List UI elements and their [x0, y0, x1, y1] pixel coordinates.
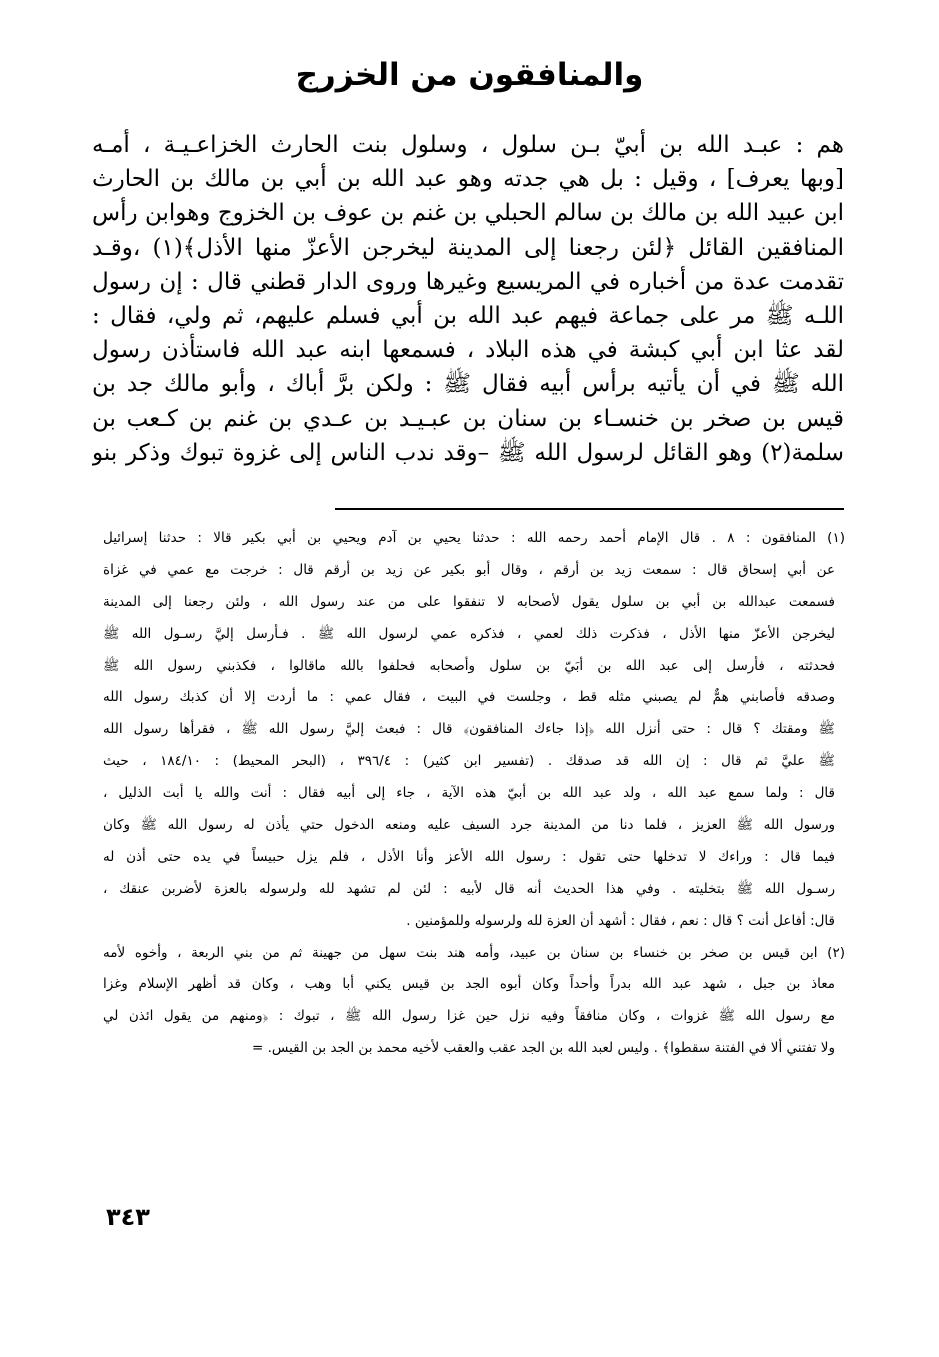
body-line: ابن عبيد الله بن مالك بن سالم الحبلي بن غنم بن عوف بن الخزوج وهوابن رأس [92, 200, 844, 227]
page-number: ٣٤٣ [106, 1203, 150, 1231]
body-line: المنافقين القائل ﴿لئن رجعنا إلى المدينة ليخرجن الأعزّ منها الأذل﴾(١) ،وقـد [92, 234, 844, 261]
footnote-line: فسمعت عبدالله بن أبي بن سلول يقول لأصحابه لا تنفقوا على من عند رسول الله ، ولئن رجعنا إلى المدينة [103, 593, 835, 610]
footnote-line: ﷺ عليَّ ثم قال : إن الله قد صدقك . (تفسير ابن كثير) : ٣٩٦/٤ ، (البحر المحيط) : ١٨٤/١٠ ، حيث [103, 753, 835, 770]
footnote-line: ليخرجن الأعزّ منها الأذل ، فذكرت ذلك لعمي ، فذكره عمي لرسول الله ﷺ . فـأرسل إليَّ رسـول الله ﷺ [103, 625, 835, 642]
footnote-line: قال: أفاعل أنت ؟ قال : نعم ، فقال : أشهد أن العزة لله ولرسوله وللمؤمنين . [406, 912, 835, 929]
footnote-line: ولا تفتني ألا في الفتنة سقطوا﴾ . وليس لعبد الله بن الجد عقب والعقب لأخيه محمد بن الجد بن القيس. = [251, 1040, 835, 1057]
footnote-line: قال : ولما سمع عبد الله ، ولد عبد الله بن أبيّ هذه الآية ، جاء إلى أبيه فقال : أنت والله يا أبت الذليل ، [103, 785, 835, 802]
body-line: لقد عثا ابن أبي كبشة في هذه البلاد ، فسمعها ابنه عبد الله فاستأذن رسول [92, 337, 844, 364]
footnote-line: معاذ بن جبل ، شهد عبد الله بدراً وأحداً وكان أبوه الجد بن قيس يكني أبا وهب ، وكان قد أظهر الإسلام وغزا [103, 976, 835, 993]
footnote-line: ورسول الله ﷺ العزيز ، فلما دنا من المدينة جرد السيف عليه ومنعه الدخول حتي يأذن له رسول الله ﷺ وكان [103, 817, 835, 834]
page-title: والمنافقون من الخزرج [295, 57, 644, 93]
body-line: هم : عبـد الله بن أبيّ بـن سلول ، وسلول بنت الحارث الخزاعـيـة ، أمـه [92, 132, 844, 158]
footnote-separator [335, 508, 844, 510]
footnote-line: رسـول الله ﷺ بتخليته . وفي هذا الحديث أنه قال لأبيه : لئن لم تشهد لله ولرسوله بالعزة لأضربن عنقك ، [103, 880, 835, 897]
body-line: [وبها يعرف] ، وقيل : بل هي جدته وهو عبد الله بن أبي بن مالك بن الحارث [92, 166, 844, 193]
footnote-line: فحدثته ، فأرسل إلى عبد الله بن أبَيّ بن سلول وأصحابه فحلفوا بالله ماقالوا ، فكذبني رسول الله ﷺ [103, 657, 835, 674]
footnote-line: عن أبي إسحاق قال : سمعت زيد بن أرقم ، وقال أبو بكير عن زيد بن أرقم قال : خرجت مع عمي في غزاة [103, 561, 835, 578]
footnote-line: مع رسول الله ﷺ غزوات ، وكان منافقاً وفيه نزل حين غزا رسول الله ﷺ ، تبوك : ﴿ومنهم من يقول ائذن لي [103, 1008, 835, 1025]
footnote-line: فيما قال : وراءك لا تدخلها حتى تقول : رسول الله الأعز وأنا الأذل ، فلم يزل حبيساً في يده حتى أذن له [103, 848, 835, 865]
body-line: تقدمت عدة من أخباره في المريسيع وغيرها وروى الدار قطني قال : إن رسول [92, 268, 844, 295]
body-line: اللـه ﷺ مر على جماعة فيهم عبد الله بن أبي فسلم عليهم، ثم ولي، فقال : [92, 302, 844, 329]
footnote-line: وصدقه فأصابني همٌّ لم يصبني مثله قط ، وجلست في البيت ، فقال عمي : ما أردت إلا أن كذبك رسول الله [103, 689, 835, 706]
footnote-line: (٢) ابن قيس بن صخر بن خنساء بن سنان بن عبيد، وأمه هند بنت سهل من جهينة ثم من بني الربعة ، وأخوه لأمه [103, 944, 845, 961]
footnote-line: ﷺ ومقتك ؟ قال : حتى أنزل الله ﴿إذا جاءك المنافقون﴾ قال : فبعث إليَّ رسول الله ﷺ ، فقرأها رسول الله [103, 721, 835, 738]
body-line: قيس بن صخر بن خنسـاء بن سنان بن عبـيـد بن عـدي بن غنم بن كـعب بن [92, 405, 844, 432]
footnotes [103, 523, 845, 1065]
footnote-line: (١) المنافقون : ٨ . قال الإمام أحمد رحمه الله : حدثنا يحيي بن آدم ويحيي بن أبي بكير قالا : حدثنا إسرائيل [103, 530, 845, 546]
body-line: الله ﷺ في أن يأتيه برأس أبيه فقال ﷺ : ولكن برَّ أباك ، وأبو مالك جد بن [92, 371, 844, 398]
body-line: سلمة(٢) وهو القائل لرسول الله ﷺ –وقد ندب الناس إلى غزوة تبوك وذكر بنو [92, 439, 844, 466]
main-text [92, 128, 844, 470]
